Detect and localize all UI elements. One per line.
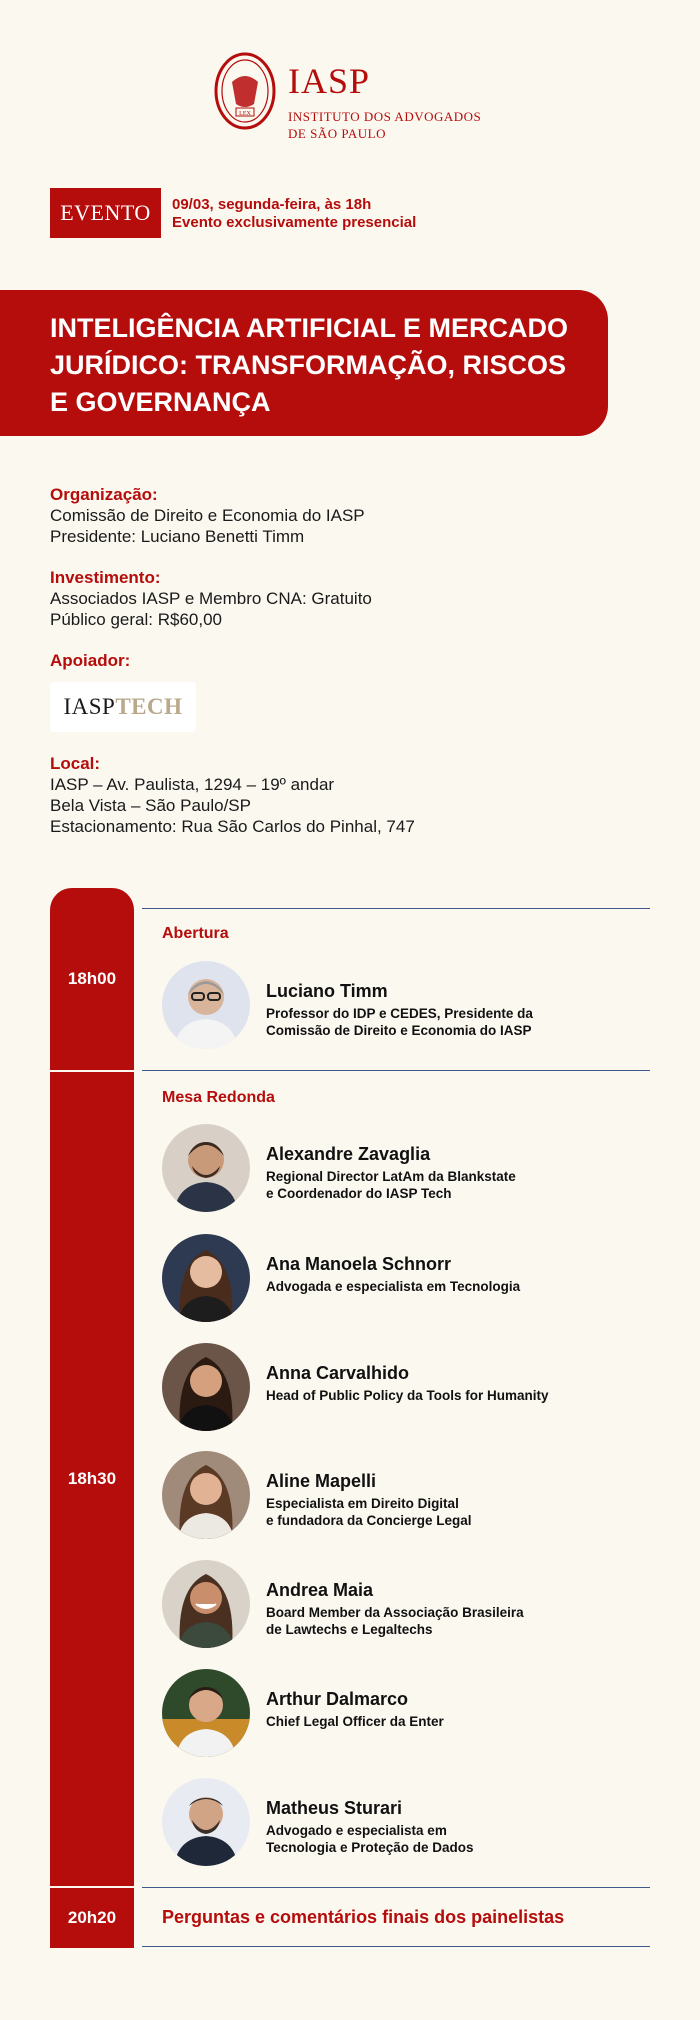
logo-subtitle	[288, 108, 481, 142]
speaker-card	[162, 1451, 632, 1543]
time-slot-1800	[50, 888, 134, 1070]
event-badge: EVENTO	[50, 188, 161, 238]
speaker-photo-avatar	[162, 961, 250, 1049]
speaker-name: Arthur Dalmarco	[266, 1689, 409, 1709]
speaker-photo-avatar	[162, 1343, 250, 1431]
speaker-role	[266, 1822, 636, 1856]
time-slot-1830	[50, 1072, 134, 1886]
section-mesa-redonda: Mesa Redonda	[162, 1089, 275, 1106]
speaker-name: Aline Mapelli	[266, 1471, 377, 1491]
speaker-role-line2: e fundadora da Concierge Legal	[266, 1513, 472, 1528]
investimento-line1: Associados IASP e Membro CNA: Gratuito	[50, 589, 372, 608]
speaker-name: Andrea Maia	[266, 1580, 374, 1600]
speaker-card	[162, 1234, 632, 1326]
speaker-role-line1: Professor do IDP e CEDES, Presidente da	[266, 1006, 533, 1021]
speaker-card	[162, 1669, 632, 1761]
speaker-role-line1: Regional Director LatAm da Blankstate	[266, 1169, 516, 1184]
speaker-card	[162, 1778, 632, 1870]
speaker-photo-avatar	[162, 1124, 250, 1212]
iasp-tech-logo-part2: TECH	[115, 694, 183, 719]
logo-title: IASP	[288, 61, 371, 101]
seal-text: LEX	[239, 111, 251, 117]
event-title-line2: JURÍDICO: TRANSFORMAÇÃO, RISCOS	[50, 350, 567, 380]
title-banner	[0, 290, 608, 436]
iasp-seal-icon	[214, 52, 276, 130]
event-title	[50, 310, 600, 421]
local-line3: Estacionamento: Rua São Carlos do Pinhal, 747	[50, 817, 415, 836]
logo-subtitle-line1: INSTITUTO DOS ADVOGADOS	[288, 109, 482, 124]
event-mode: Evento exclusivamente presencial	[172, 214, 417, 231]
speaker-photo-avatar	[162, 1669, 250, 1757]
apoiador-block	[50, 650, 130, 671]
speaker-name: Alexandre Zavaglia	[266, 1144, 431, 1164]
speaker-role	[266, 1168, 636, 1202]
speaker-name: Matheus Sturari	[266, 1798, 403, 1818]
speaker-card	[162, 961, 632, 1053]
speaker-role-line1: Especialista em Direito Digital	[266, 1496, 459, 1511]
speaker-photo-avatar	[162, 1234, 250, 1322]
speaker-role-line2: Comissão de Direito e Economia do IASP	[266, 1023, 532, 1038]
time-1800: 18h00	[67, 969, 117, 988]
apoiador-heading: Apoiador:	[50, 651, 131, 670]
speaker-photo-avatar	[162, 1778, 250, 1866]
speaker-role-line2: de Lawtechs e Legaltechs	[266, 1622, 433, 1637]
speaker-role	[266, 1387, 636, 1404]
speaker-name: Luciano Timm	[266, 981, 388, 1001]
speaker-role-line2: Tecnologia e Proteção de Dados	[266, 1840, 474, 1855]
speaker-role	[266, 1495, 636, 1529]
speaker-role	[266, 1604, 636, 1638]
divider	[142, 1946, 650, 1947]
speaker-role-line1: Advogada e especialista em Tecnologia	[266, 1279, 521, 1294]
organizacao-line2: Presidente: Luciano Benetti Timm	[50, 527, 305, 546]
speaker-role	[266, 1278, 636, 1295]
event-title-line3: E GOVERNANÇA	[50, 387, 271, 417]
speaker-photo-avatar	[162, 1560, 250, 1648]
organizacao-block	[50, 484, 365, 547]
speaker-role-line1: Advogado e especialista em	[266, 1823, 447, 1838]
speaker-role	[266, 1713, 636, 1730]
time-1830: 18h30	[67, 1469, 117, 1488]
closing-remarks: Perguntas e comentários finais dos painelistas	[162, 1907, 565, 1927]
iasp-tech-logo-part1: IASP	[63, 694, 116, 719]
iasp-tech-logo	[50, 682, 196, 732]
speaker-role-line1: Chief Legal Officer da Enter	[266, 1714, 444, 1729]
speaker-card	[162, 1560, 632, 1652]
event-title-line1: INTELIGÊNCIA ARTIFICIAL E MERCADO	[50, 313, 568, 343]
investimento-line2: Público geral: R$60,00	[50, 610, 223, 629]
local-block	[50, 753, 415, 837]
speaker-card	[162, 1343, 632, 1435]
speaker-photo-avatar	[162, 1451, 250, 1539]
local-heading: Local:	[50, 754, 101, 773]
local-line1: IASP – Av. Paulista, 1294 – 19º andar	[50, 775, 335, 794]
investimento-heading: Investimento:	[50, 568, 161, 587]
iasp-logo	[214, 52, 514, 142]
investimento-block	[50, 567, 372, 630]
speaker-role	[266, 1005, 636, 1039]
local-line2: Bela Vista – São Paulo/SP	[50, 796, 251, 815]
speaker-name: Ana Manoela Schnorr	[266, 1254, 452, 1274]
time-2020: 20h20	[67, 1908, 117, 1927]
time-slot-2020	[50, 1888, 134, 1948]
speaker-role-line1: Head of Public Policy da Tools for Humanity	[266, 1388, 549, 1403]
organizacao-line1: Comissão de Direito e Economia do IASP	[50, 506, 365, 525]
speaker-card	[162, 1124, 632, 1216]
event-date: 09/03, segunda-feira, às 18h	[172, 196, 372, 213]
speaker-role-line2: e Coordenador do IASP Tech	[266, 1186, 452, 1201]
section-abertura: Abertura	[162, 925, 229, 942]
event-info	[172, 196, 416, 232]
divider	[142, 1887, 650, 1888]
speaker-name: Anna Carvalhido	[266, 1363, 410, 1383]
organizacao-heading: Organização:	[50, 485, 158, 504]
divider	[142, 908, 650, 909]
divider	[142, 1070, 650, 1071]
speaker-role-line1: Board Member da Associação Brasileira	[266, 1605, 524, 1620]
logo-subtitle-line2: DE SÃO PAULO	[288, 126, 386, 141]
